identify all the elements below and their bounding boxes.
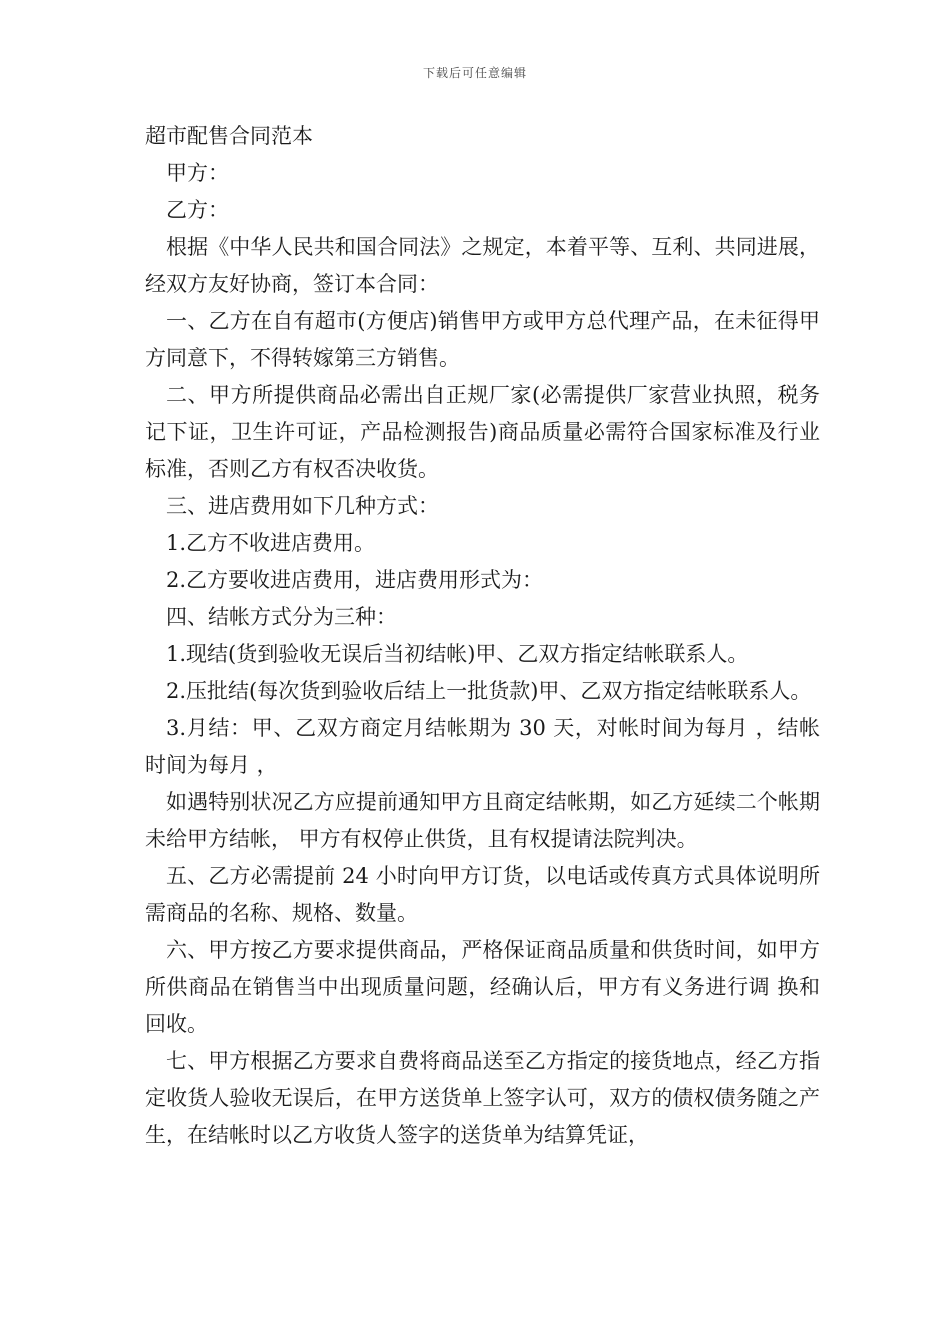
clause-2: 二、甲方所提供商品必需出自正规厂家(必需提供厂家营业执照，税务记下证，卫生许可证，产品检测报告)商品质量必需符合国家标准及行业标准，否则乙方有权否决收货。 [145, 383, 820, 481]
clause-4-item-2: 2.压批结(每次货到验收后结上一批货款)甲、乙双方指定结帐联系人。 [166, 679, 812, 703]
party-b-line: 乙方： [166, 198, 229, 222]
clause-7: 七、甲方根据乙方要求自费将商品送至乙方指定的接货地点，经乙方指定收货人验收无误后，在甲方送货单上签字认可，双方的债权债务随之产生，在结帐时以乙方收货人签字的送货单为结算凭证， [145, 1049, 820, 1147]
party-a-line: 甲方： [166, 161, 229, 185]
clause-4-item-1: 1.现结(货到验收无误后当初结帐)甲、乙双方指定结帐联系人。 [166, 642, 749, 666]
clause-3-item-1: 1.乙方不收进店费用。 [166, 531, 376, 555]
clause-4: 四、结帐方式分为三种： [166, 605, 397, 629]
document-body [145, 118, 820, 1154]
document-title: 超市配售合同范本 [145, 124, 313, 148]
clause-4-item-3: 3.月结：甲、乙双方商定月结帐期为 30 天，对帐时间为每月 ，结帐时间为每月 ， [145, 716, 820, 777]
page-header: 下载后可任意编辑 [422, 66, 527, 80]
clause-5: 五、乙方必需提前 24 小时向甲方订货，以电话或传真方式具体说明所需商品的名称、规格、数量。 [145, 864, 820, 925]
clause-3: 三、进店费用如下几种方式： [166, 494, 439, 518]
clause-4-note: 如遇特别状况乙方应提前通知甲方且商定结帐期，如乙方延续二个帐期未给甲方结帐， 甲方有权停止供货，且有权提请法院判决。 [145, 790, 820, 851]
clause-1: 一、乙方在自有超市(方便店)销售甲方或甲方总代理产品，在未征得甲方同意下，不得转嫁第三方销售。 [145, 309, 820, 370]
clause-6: 六、甲方按乙方要求提供商品，严格保证商品质量和供货时间，如甲方所供商品在销售当中出现质量问题，经确认后，甲方有义务进行调 换和回收。 [145, 938, 820, 1036]
clause-3-item-2: 2.乙方要收进店费用，进店费用形式为： [166, 568, 544, 592]
preamble-paragraph: 根据《中华人民共和国合同法》之规定，本着平等、互利、共同进展，经双方友好协商，签订本合同： [145, 235, 820, 296]
